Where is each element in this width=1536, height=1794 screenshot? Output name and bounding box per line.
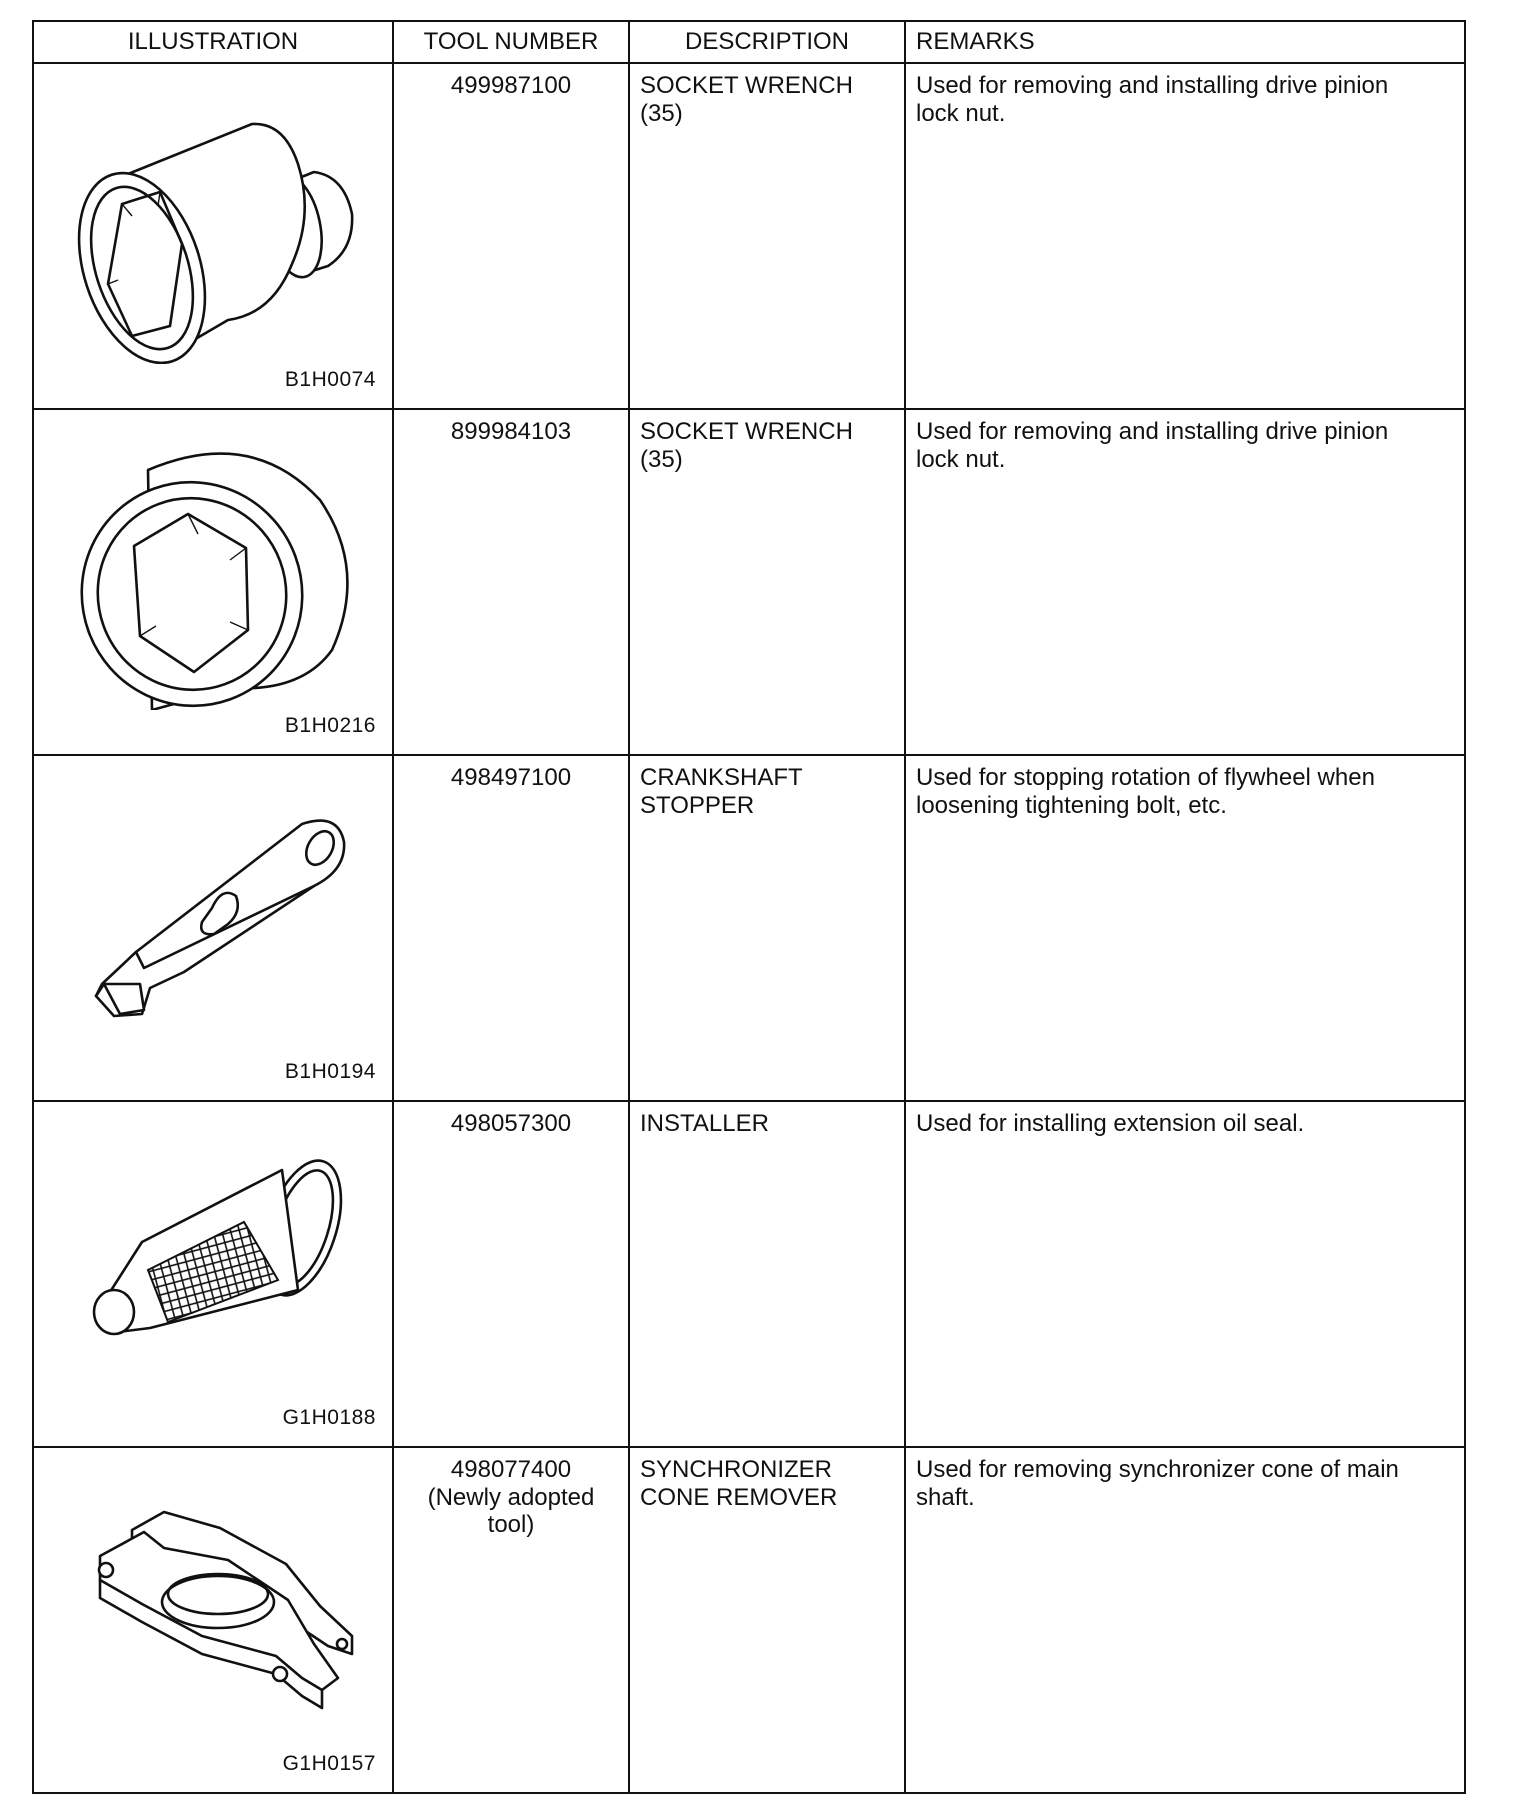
remarks-line: lock nut.: [916, 99, 1006, 127]
remarks-cell: [905, 63, 1465, 409]
description-cell: [629, 63, 905, 409]
tool-number-cell: [393, 1447, 629, 1793]
remarks-line: Used for stopping rotation of flywheel when: [916, 764, 1375, 791]
table-row: [33, 1101, 1465, 1447]
installer-icon: [52, 1122, 372, 1402]
description-line: SYNCHRONIZER: [640, 1456, 833, 1483]
tool-number: 899984103: [450, 418, 572, 445]
tool-number-cell: [393, 409, 629, 755]
tool-number-cell: [393, 63, 629, 409]
remarks-line: Used for installing extension oil seal.: [916, 1110, 1305, 1137]
remarks-line: lock nut.: [916, 445, 1006, 473]
table-row: [33, 409, 1465, 755]
remarks-line: Used for removing and installing drive pinion: [916, 418, 1389, 445]
remarks-cell: [905, 1447, 1465, 1793]
remarks-line: shaft.: [916, 1483, 975, 1511]
table-header-row: [33, 21, 1465, 63]
table-row: [33, 1447, 1465, 1793]
description-line: (35): [640, 445, 683, 473]
socket-wrench-long-icon: [52, 84, 372, 364]
description-line: SOCKET WRENCH: [640, 72, 853, 99]
socket-wrench-short-icon: [52, 430, 372, 710]
illustration-cell: [33, 409, 393, 755]
header-illustration: ILLUSTRATION: [33, 21, 393, 63]
header-remarks: REMARKS: [905, 21, 1465, 63]
synchronizer-cone-remover-icon: [52, 1468, 372, 1748]
special-tools-table: [32, 20, 1466, 1794]
description-line: SOCKET WRENCH: [640, 418, 853, 445]
header-description: DESCRIPTION: [629, 21, 905, 63]
description-line: (35): [640, 99, 683, 127]
description-line: INSTALLER: [640, 1110, 769, 1137]
description-cell: [629, 1447, 905, 1793]
remarks-line: Used for removing synchronizer cone of main: [916, 1456, 1399, 1483]
tool-number: 498057300: [450, 1110, 572, 1137]
tool-number-cell: [393, 755, 629, 1101]
header-tool-number: TOOL NUMBER: [393, 21, 629, 63]
tool-number: 499987100: [450, 72, 572, 99]
description-line: CONE REMOVER: [640, 1483, 838, 1511]
description-cell: [629, 755, 905, 1101]
illustration-cell: [33, 1101, 393, 1447]
remarks-line: Used for removing and installing drive pinion: [916, 72, 1389, 99]
description-cell: [629, 1101, 905, 1447]
description-line: STOPPER: [640, 791, 755, 819]
illustration-cell: [33, 63, 393, 409]
figure-code: B1H0216: [284, 713, 376, 737]
description-cell: [629, 409, 905, 755]
tool-number: 498497100: [450, 764, 572, 791]
figure-code: B1H0074: [284, 367, 376, 391]
figure-code: G1H0157: [282, 1751, 376, 1775]
table-row: [33, 755, 1465, 1101]
crankshaft-stopper-icon: [52, 776, 372, 1056]
tool-number: 498077400: [450, 1456, 572, 1483]
remarks-cell: [905, 755, 1465, 1101]
tool-number-cell: [393, 1101, 629, 1447]
remarks-cell: [905, 1101, 1465, 1447]
figure-code: B1H0194: [284, 1059, 376, 1083]
tool-number-note: (Newly adopted: [427, 1483, 595, 1511]
illustration-cell: [33, 1447, 393, 1793]
remarks-line: loosening tightening bolt, etc.: [916, 791, 1227, 819]
illustration-cell: [33, 755, 393, 1101]
description-line: CRANKSHAFT: [640, 764, 803, 791]
table-row: [33, 63, 1465, 409]
tool-number-note: tool): [487, 1511, 535, 1539]
figure-code: G1H0188: [282, 1405, 376, 1429]
remarks-cell: [905, 409, 1465, 755]
